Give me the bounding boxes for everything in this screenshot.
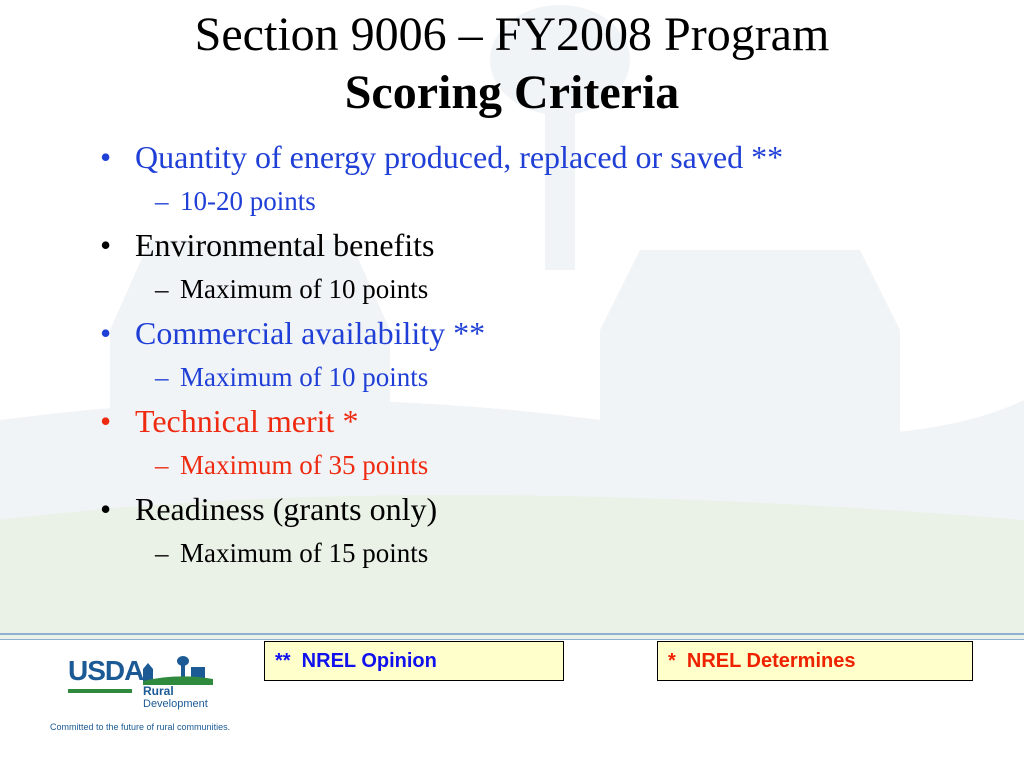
logo-rural-text: Rural (143, 684, 174, 698)
criterion-points: Maximum of 10 points (180, 274, 429, 304)
criterion-points: Maximum of 10 points (180, 362, 429, 392)
criterion-label: Quantity of energy produced, replaced or saved ** (135, 139, 784, 175)
title-line-1: Section 9006 – FY2008 Program (194, 8, 830, 61)
bullet-icon: • (100, 403, 112, 439)
criterion-item (100, 399, 980, 487)
criterion-item (100, 487, 980, 575)
note-nrel-opinion: ** NREL Opinion (264, 641, 564, 681)
criterion-label: Readiness (grants only) (135, 491, 438, 527)
criterion-label-row (100, 311, 980, 355)
criterion-points: Maximum of 15 points (180, 538, 429, 568)
criterion-points: Maximum of 35 points (180, 450, 429, 480)
criterion-label-row (100, 135, 980, 179)
criterion-points-row (100, 267, 980, 311)
bullet-icon: • (100, 227, 112, 263)
criterion-item (100, 311, 980, 399)
footer-divider-thin (0, 639, 1024, 640)
bullet-icon: • (100, 491, 112, 527)
logo-usda-text: USDA (68, 655, 144, 686)
criterion-label: Environmental benefits (135, 227, 435, 263)
criterion-label: Commercial availability ** (135, 315, 486, 351)
bullet-icon: • (100, 139, 112, 175)
criterion-label-row (100, 487, 980, 531)
logo-tagline: Committed to the future of rural communities. (50, 722, 231, 732)
criterion-points: 10-20 points (180, 186, 316, 216)
dash-icon: – (155, 274, 169, 304)
rural-landscape-icon (143, 655, 213, 685)
logo-development-text: Development (143, 698, 208, 710)
criterion-points-row (100, 355, 980, 399)
bullet-icon: • (100, 315, 112, 351)
criteria-list (100, 135, 980, 575)
dash-icon: – (155, 186, 169, 216)
criterion-item (100, 223, 980, 311)
slide-title (0, 6, 1024, 122)
criterion-label-row (100, 223, 980, 267)
criterion-label-row (100, 399, 980, 443)
logo-usda-underline (68, 689, 132, 693)
note-nrel-determines: * NREL Determines (657, 641, 973, 681)
criterion-points-row (100, 531, 980, 575)
criterion-points-row (100, 179, 980, 223)
criterion-label: Technical merit * (135, 403, 359, 439)
criterion-points-row (100, 443, 980, 487)
usda-rural-development-logo (50, 655, 250, 735)
title-line-2: Scoring Criteria (344, 66, 680, 119)
criterion-item (100, 135, 980, 223)
dash-icon: – (155, 450, 169, 480)
dash-icon: – (155, 362, 169, 392)
footer-divider (0, 633, 1024, 635)
dash-icon: – (155, 538, 169, 568)
